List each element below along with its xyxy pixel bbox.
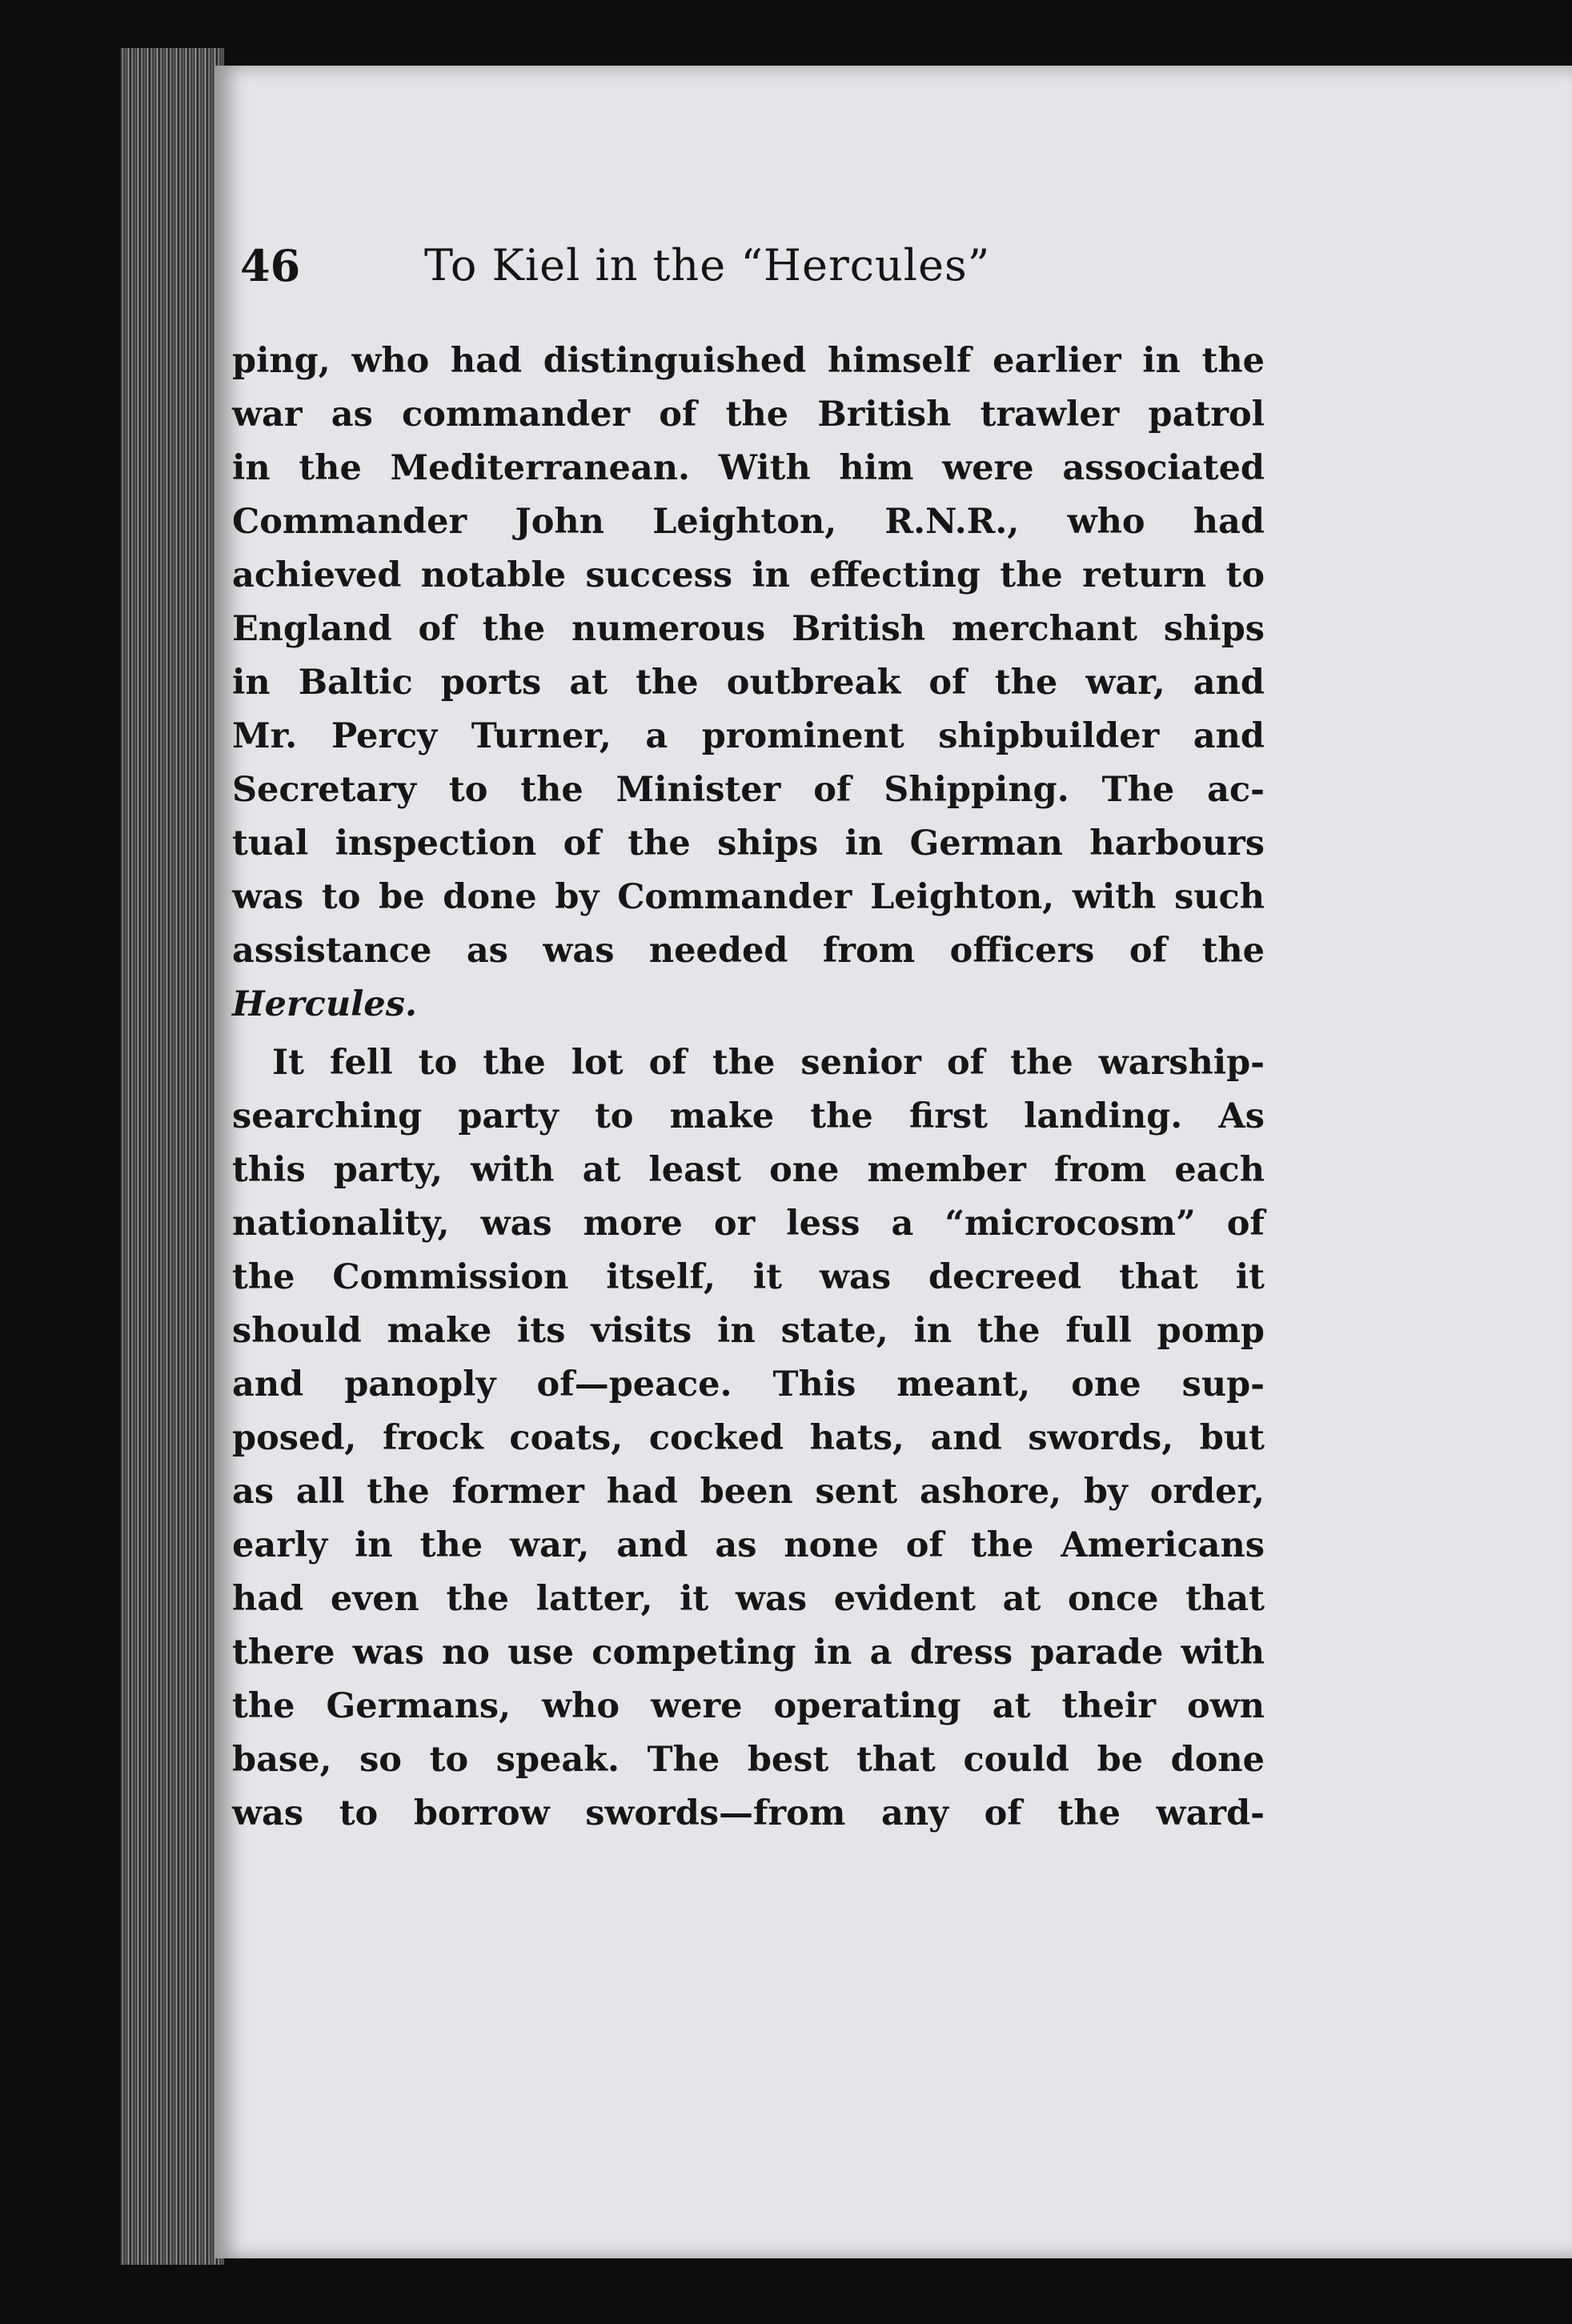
page-number: 46 — [240, 240, 301, 291]
text-line: ping, who had distinguished himself earlier in the — [232, 341, 1265, 381]
text-line: searching party to make the first landing. As — [232, 1096, 1265, 1136]
text-line: there was no use competing in a dress parade with — [232, 1633, 1265, 1673]
text-line: was to be done by Commander Leighton, with such — [232, 877, 1265, 917]
text-line: Secretary to the Minister of Shipping. The ac- — [232, 770, 1265, 810]
text-line: the Germans, who were operating at their own — [232, 1686, 1265, 1726]
text-line: in the Mediterranean. With him were associated — [232, 448, 1265, 488]
text-line: in Baltic ports at the outbreak of the war, and — [232, 663, 1265, 703]
text-line: tual inspection of the ships in German harbours — [232, 823, 1265, 863]
book-page-edges — [120, 48, 224, 2265]
text-line: had even the latter, it was evident at once that — [232, 1579, 1265, 1619]
text-line: Commander John Leighton, R.N.R., who had — [232, 502, 1265, 542]
paragraph-2 — [232, 1036, 1265, 1841]
text-line: achieved notable success in effecting the return to — [232, 555, 1265, 595]
paragraph-1 — [232, 335, 1265, 1032]
running-title: To Kiel in the “Hercules” — [424, 240, 991, 290]
text-line: England of the numerous British merchant ships — [232, 609, 1265, 649]
text-line: assistance as was needed from officers of the — [232, 931, 1265, 971]
text-line: the Commission itself, it was decreed that it — [232, 1257, 1265, 1297]
body-text — [232, 335, 1265, 1841]
text-line: nationality, was more or less a “microcosm” of — [232, 1204, 1265, 1244]
text-line: war as commander of the British trawler patrol — [232, 395, 1265, 435]
text-line-ship-name: Hercules. — [232, 984, 417, 1024]
text-line: this party, with at least one member from each — [232, 1150, 1265, 1190]
text-line: Mr. Percy Turner, a prominent shipbuilder and — [232, 716, 1265, 756]
text-line: posed, frock coats, cocked hats, and swords, but — [232, 1418, 1265, 1458]
running-head — [240, 240, 1265, 312]
text-line: early in the war, and as none of the Americans — [232, 1525, 1265, 1565]
text-line: should make its visits in state, in the full pomp — [232, 1311, 1265, 1351]
text-line: and panoply of—peace. This meant, one sup- — [232, 1364, 1265, 1404]
text-line: base, so to speak. The best that could be done — [232, 1740, 1265, 1780]
text-line: It fell to the lot of the senior of the warship- — [272, 1043, 1265, 1083]
text-line: as all the former had been sent ashore, by order, — [232, 1472, 1265, 1512]
text-line: was to borrow swords—from any of the ward- — [232, 1793, 1265, 1833]
